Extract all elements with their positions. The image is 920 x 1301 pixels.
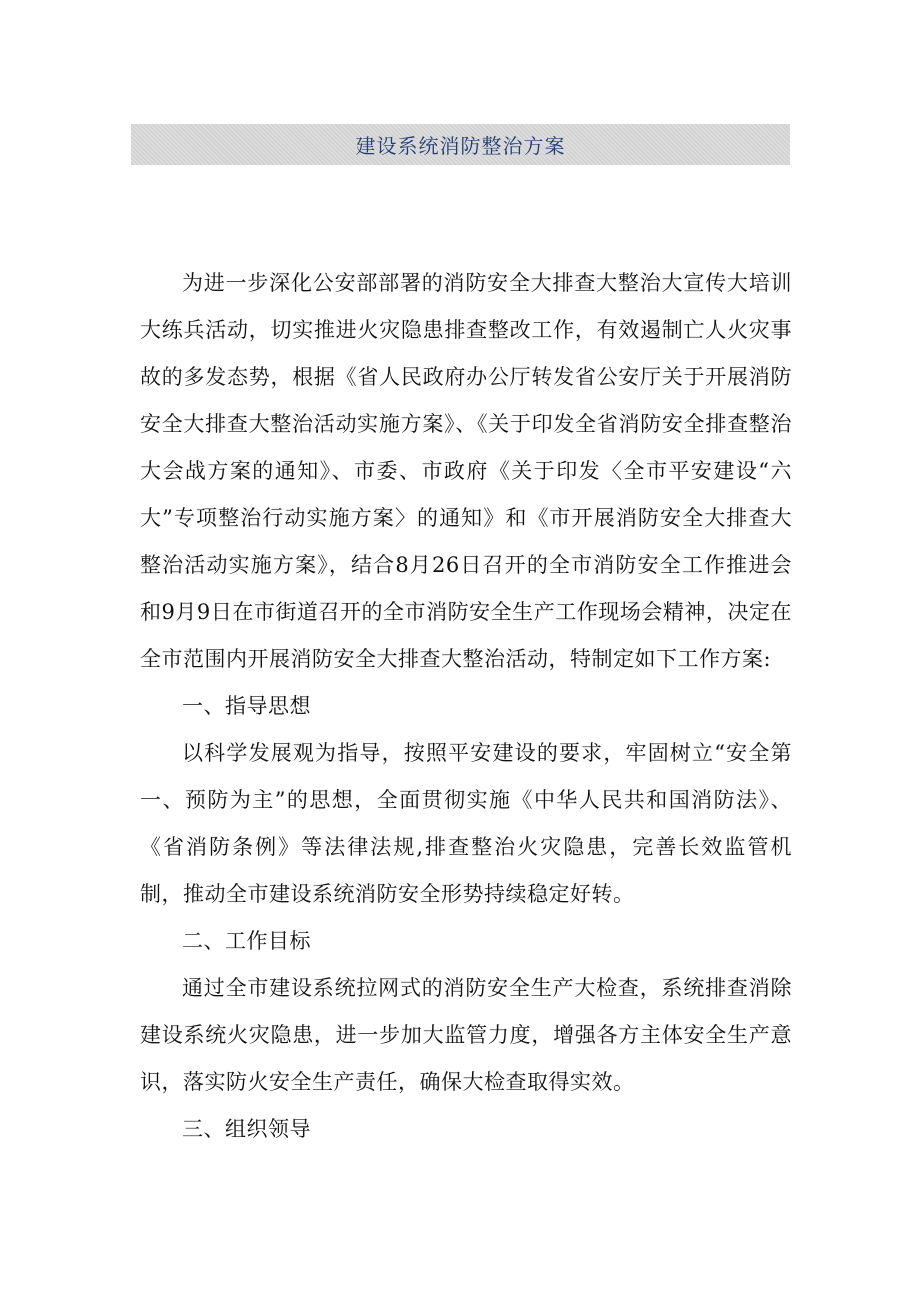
section-heading-work-goals: 二、工作目标 [182,929,311,953]
section-body-guiding-ideology: 以科学发展观为指导，按照平安建设的要求，牢固树立“安全第一、预防为主”的思想，全面贯彻实施《中华人民共和国消防法》、《省消防条例》等法律法规,排查整治火灾隐患，完善长效监管机制，推动全市建设系统消防安全形势持续稳定好转。 [140,741,792,906]
title-banner [131,124,790,165]
intro-paragraph: 为进一步深化公安部部署的消防安全大排查大整治大宣传大培训大练兵活动，切实推进火灾隐患排查整改工作，有效遏制亡人火灾事故的多发态势，根据《省人民政府办公厅转发省公安厅关于开展消防安全大排查大整治活动实施方案》、《关于印发全省消防安全排查整治大会战方案的通知》、市委、市政府《关于印发〈全市平安建设“六大”专项整治行动实施方案〉的通知》和《市开展消防安全大排查大整治活动实施方案》，结合8月26日召开的全市消防安全工作推进会和9月9日在市街道召开的全市消防安全生产工作现场会精神，决定在全市范围内开展消防安全大排查大整治活动，特制定如下工作方案: [140,271,792,671]
section-body-work-goals: 通过全市建设系统拉网式的消防安全生产大检查，系统排查消除建设系统火灾隐患，进一步加大监管力度，增强各方主体安全生产意识，落实防火安全生产责任，确保大检查取得实效。 [140,976,792,1094]
document-body [140,260,792,1153]
document-title: 建设系统消防整治方案 [355,134,566,158]
section-heading-organization: 三、组织领导 [182,1117,311,1141]
section-heading-guiding-ideology: 一、指导思想 [182,694,311,718]
